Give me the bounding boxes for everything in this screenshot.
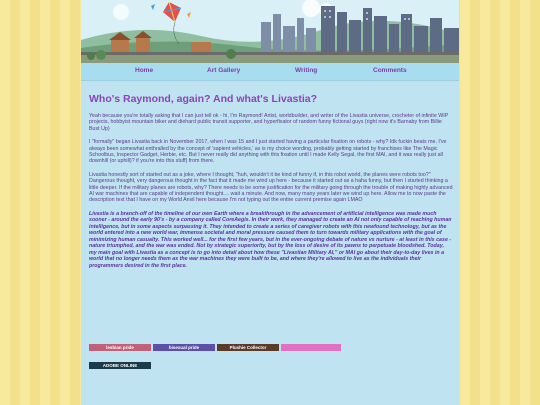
- nav-comments[interactable]: Comments: [373, 67, 407, 74]
- page-panel: [81, 0, 459, 405]
- main-content: [89, 93, 453, 276]
- stamp-pink[interactable]: [281, 344, 341, 351]
- nav-writing[interactable]: Writing: [295, 67, 318, 74]
- stamp-row-2: [89, 362, 453, 370]
- header-banner: [81, 0, 459, 63]
- origin-paragraph: Livastia honestly sort of started out as a joke, where I thought, "huh, wouldn't it be kind of funny if, in this robot world, the planes were robots too?" Dangerous thought, very dangerous thought in the fact that it made me wind up here - because it started out as a haha funny, but then I started thinking a little deeper. If the military planes are robots, why? There needs to be some justification for the military going through the trouble of making highly advanced AI war machines that are capable of independent thought.... wait a minute. And now, many many years later we wind up here. Allow me to now paste the description text that I have on my World Anvil here because I'm not typing out the entire current premise again LMAO: [89, 171, 453, 204]
- nav-art-gallery[interactable]: Art Gallery: [207, 67, 241, 74]
- stamp-adobe-online[interactable]: ADOBE ONLINE: [89, 362, 151, 369]
- livastia-premise: Livastia is a branch-off of the timeline of our own Earth where a breakthrough in the advancement of artificial intelligence was made much sooner - around the early 90's - by a company called CoreAegis. In their work, they managed to create an AI not only capable of reaching human intelligence, but in some aspects surpassing it. They intended to create a series of caregiver robots with this newfound technology, but as the world entered into a new world war, immense societal and moral pressure caused them to turn towards military applications with the goal of minimizing human casualty. This worked well... for the first few years, but in the ever-ongoing debate of nature vs nurture - at least in this case - nature triumphed, and the war was ended. Not by strategic superiority, but by the loss of desire of its pawns to perpetuate bloodshed. Today, my main goal with Livastia as a concept is to go into detail about how these "Livastian Military AI," or MAI go about their day-to-day lives in a world that no longer needs them as the war machines they were built to be, and where they're allowed to live as the individuals their programmers desired in the first place.: [89, 210, 452, 269]
- stamp-plushie-collector[interactable]: Plushie Collector: [217, 344, 279, 351]
- page-title: Who's Raymond, again? And what's Livastia?: [89, 93, 318, 105]
- stamp-row: [89, 344, 453, 352]
- history-paragraph: I "formally" began Livastia back in November 2017, when I was 15 and I just started having a particular fixation on robots - why? Idk fuckin beats me. I've always been somewhat enthralled by the concept of 'sapient vehicles,' as is my choice wording, probably getting started by franchises like The Magic Schoolbus, Inspector Gadget, Herbie, etc. But I never really did anything with this fixation until I made Kelly Segal, the first MAI, and it was really just all downhill (or uphill)? if you're into this stuff) from there.: [89, 139, 447, 165]
- main-nav: [81, 63, 459, 81]
- city-skyline-illustration: [81, 0, 459, 63]
- intro-paragraph: Yeah because you're totally asking that I can just tell ok - hi, I'm Raymond! Artist, worldbuilder, and writer of the Livastia universe, crocheter of infinite WIP projects, hobbyist mountain biker and diehard public transit supporter, and hyperfixator of random funny fictional guys (right now it's Barnaby from Billie Bust Up): [89, 113, 449, 132]
- stamp-bisexual-pride[interactable]: bisexual pride: [153, 344, 215, 351]
- nav-home[interactable]: Home: [135, 67, 154, 74]
- stamp-lesbian-pride[interactable]: lesbian pride: [89, 344, 151, 351]
